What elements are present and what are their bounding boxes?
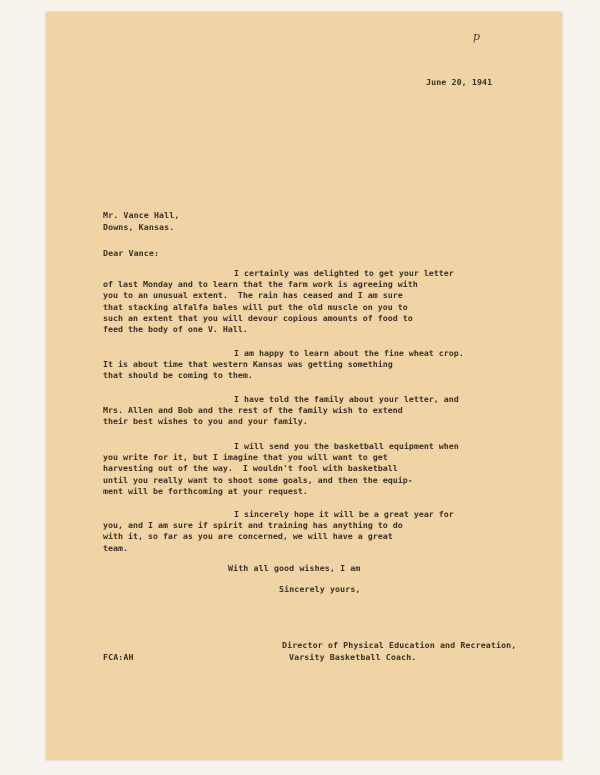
paragraph-5 xyxy=(103,509,523,554)
recipient-location: Downs, Kansas. xyxy=(103,222,175,232)
paragraph-line: of last Monday and to learn that the farm work is agreeing with xyxy=(103,279,418,290)
paragraph-line: harvesting out of the way. I wouldn't fool with basketball xyxy=(103,463,398,474)
signature-title-2: Varsity Basketball Coach. xyxy=(289,652,417,662)
paragraph-line: ment will be forthcoming at your request. xyxy=(103,485,308,496)
paragraph-line: feed the body of one V. Hall. xyxy=(103,324,248,335)
salutation: Dear Vance: xyxy=(103,248,160,258)
letter-date: June 20, 1941 xyxy=(426,77,493,87)
paragraph-line: Mrs. Allen and Bob and the rest of the family wish to extend xyxy=(103,405,403,416)
paragraph-2 xyxy=(103,348,523,382)
paragraph-line: you write for it, but I imagine that you will want to get xyxy=(103,452,388,463)
paragraph-line: I have told the family about your letter, and xyxy=(234,394,459,404)
paragraph-4 xyxy=(103,441,523,497)
paragraph-line: that stacking alfalfa bales will put the old muscle on you to xyxy=(103,301,408,312)
paragraph-line: such an extent that you will devour copious amounts of food to xyxy=(103,312,413,323)
reference-initials: FCA:AH xyxy=(103,652,134,662)
closing-wish: With all good wishes, I am xyxy=(228,563,361,573)
paragraph-1 xyxy=(103,268,523,335)
paragraph-line: I will send you the basketball equipment when xyxy=(234,441,459,451)
paragraph-line: you to an unusual extent. The rain has ceased and I am sure xyxy=(103,290,403,301)
paragraph-3 xyxy=(103,394,523,428)
closing: Sincerely yours, xyxy=(279,584,361,594)
paragraph-line: It is about time that western Kansas was getting something xyxy=(103,359,393,370)
paragraph-line: I am happy to learn about the fine wheat crop. xyxy=(234,348,464,358)
paragraph-line: with it, so far as you are concerned, we will have a great xyxy=(103,531,393,542)
paragraph-line: their best wishes to you and your family. xyxy=(103,416,308,427)
recipient-name: Mr. Vance Hall, xyxy=(103,210,180,220)
signature-title-1: Director of Physical Education and Recreation, xyxy=(282,640,517,650)
page-mark: p xyxy=(473,30,481,43)
paragraph-line: I sincerely hope it will be a great year for xyxy=(234,509,454,519)
paragraph-line: until you really want to shoot some goals, and then the equip- xyxy=(103,474,413,485)
paragraph-line: you, and I am sure if spirit and training has anything to do xyxy=(103,520,403,531)
paragraph-line: team. xyxy=(103,542,128,553)
paragraph-line: that should be coming to them. xyxy=(103,370,253,381)
paragraph-line: I certainly was delighted to get your letter xyxy=(234,268,454,278)
